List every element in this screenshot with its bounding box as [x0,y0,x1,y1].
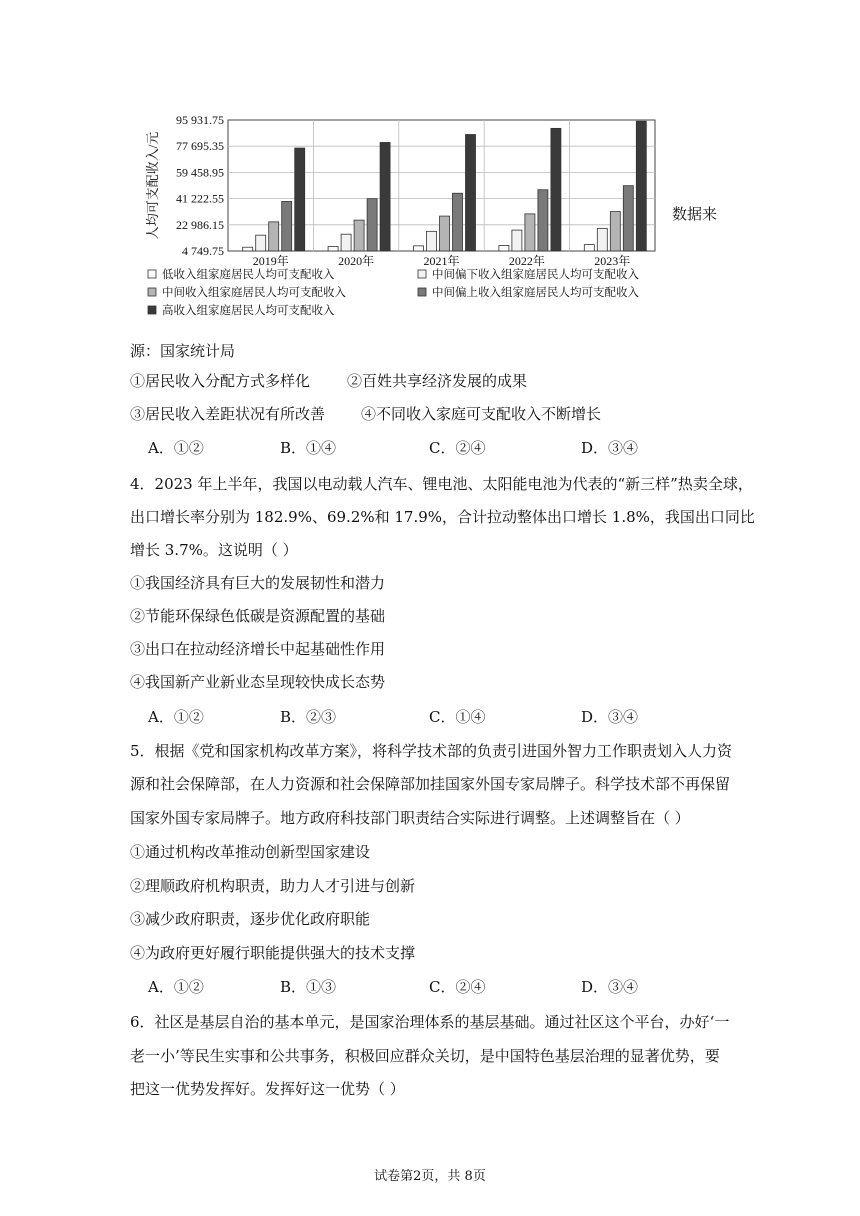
bar [341,234,351,251]
q5-choice-c: C．②④ [429,978,486,996]
q5-option-1: ①通过机构改革推动创新型国家建设 [130,843,371,861]
bar [636,121,646,251]
data-source: 源：国家统计局 [130,342,236,360]
x-tick-label: 2019年 [252,254,289,268]
x-tick-label: 2022年 [508,254,545,268]
bar [610,212,620,251]
y-tick-label: 22 986.15 [176,217,224,232]
q4-stem-line-1: 4．2023 年上半年，我国以电动载人汽车、锂电池、太阳能电池为代表的“新三样”热卖全球， [130,475,753,493]
q6-stem-line-1: 6．社区是基层自治的基本单元，是国家治理体系的基层基础。通过社区这个平台，办好‘一 [130,1013,730,1031]
q3-option-1: ①居民收入分配方式多样化 [130,372,311,390]
bar [282,201,292,251]
bar [243,247,253,251]
bar [512,230,522,251]
legend-swatch [148,288,156,296]
legend-label: 低收入组家庭居民人均可支配收入 [162,269,335,281]
y-tick-label: 59 458.95 [176,165,224,180]
bar [453,193,463,251]
legend-label: 中间收入组家庭居民人均可支配收入 [162,287,346,299]
q5-choices [148,977,748,997]
bar [354,220,364,251]
income-bar-chart [140,108,700,330]
page-footer: 试卷第2页，共 8页 [374,1169,486,1184]
y-tick-label: 4 749.75 [182,244,224,258]
q5-option-3: ③减少政府职责，逐步优化政府职能 [130,910,371,928]
legend-label: 高收入组家庭居民人均可支配收入 [162,305,335,317]
bar [269,222,279,251]
chart-legend [148,267,639,317]
q4-stem-line-2: 出口增长率分别为 182.9%、69.2%和 17.9%，合计拉动整体出口增长 1.8%，我国出口同比 [130,508,755,526]
legend-label: 中间偏上收入组家庭居民人均可支配收入 [432,287,639,299]
bar [295,148,305,251]
bar [584,245,594,251]
legend-swatch [148,306,156,314]
q5-stem-line-2: 源和社会保障部，在人力资源和社会保障部加挂国家外国专家局牌子。科学技术部不再保留 [130,775,731,793]
q4-option-4: ④我国新产业新业态呈现较快成长态势 [130,673,386,691]
q4-stem-line-3: 增长 3.7%。这说明（ ） [130,541,298,559]
q4-choice-b: B．②③ [280,708,337,726]
q5-choice-b: B．①③ [280,978,337,996]
q5-stem-line-3: 国家外国专家局牌子。地方政府科技部门职责结合实际进行调整。上述调整旨在（ ） [130,809,690,827]
q3-choice-b: B．①④ [280,439,337,457]
x-tick-label: 2021年 [423,254,460,268]
bar [551,128,561,251]
q5-option-2: ②理顺政府机构职责，助力人才引进与创新 [130,877,416,895]
q4-choice-c: C．①④ [429,708,486,726]
bar [440,216,450,251]
bar [499,245,509,251]
y-axis-label: 人均可支配收入/元 [145,131,160,240]
chart-bars [243,121,647,251]
q3-option-3: ③居民收入差距状况有所改善 [130,405,326,423]
q6-stem-line-2: 老一小’等民生实事和公共事务，积极回应群众关切，是中国特色基层治理的显著优势，要 [130,1047,720,1065]
bar [256,235,266,251]
bar [380,142,390,251]
legend-swatch [418,270,426,278]
q6-stem-line-3: 把这一优势发挥好。发挥好这一优势（ ） [130,1080,405,1098]
q3-choices [148,438,748,458]
chart-ticks [176,113,630,268]
bar [623,186,633,251]
bar [525,214,535,251]
q4-option-2: ②节能环保绿色低碳是资源配置的基础 [130,607,386,625]
y-tick-label: 95 931.75 [176,113,224,127]
bar [367,199,377,251]
q3-choice-d: D．③④ [581,439,639,457]
q3-choice-a: A．①② [148,439,204,457]
bar [538,190,548,251]
legend-label: 中间偏下收入组家庭居民人均可支配收入 [432,269,639,281]
bar [466,135,476,251]
q4-choice-a: A．①② [148,708,204,726]
q3-option-2: ②百姓共享经济发展的成果 [347,372,528,390]
q5-stem-line-1: 5．根据《党和国家机构改革方案》，将科学技术部的负责引进国外智力工作职责划入人力资 [130,742,733,760]
legend-swatch [148,270,156,278]
q4-option-3: ③出口在拉动经济增长中起基础性作用 [130,640,386,658]
q5-choice-d: D．③④ [581,978,639,996]
bar [597,228,607,251]
q5-choice-a: A．①② [148,978,204,996]
x-tick-label: 2020年 [338,254,375,268]
q3-choice-c: C．②④ [429,439,486,457]
q4-option-1: ①我国经济具有巨大的发展韧性和潜力 [130,574,386,592]
q3-option-4: ④不同收入家庭可支配收入不断增长 [361,405,602,423]
bar [414,246,424,251]
y-tick-label: 41 222.55 [176,191,224,206]
legend-swatch [418,288,426,296]
q5-option-4: ④为政府更好履行职能提供强大的技术支撑 [130,944,416,962]
q4-choice-d: D．③④ [581,708,639,726]
bar [328,247,338,251]
bar [427,231,437,251]
chart-side-note: 数据来 [672,205,718,223]
q4-choices [148,707,748,727]
x-tick-label: 2023年 [594,254,631,268]
y-tick-label: 77 695.35 [176,139,224,154]
